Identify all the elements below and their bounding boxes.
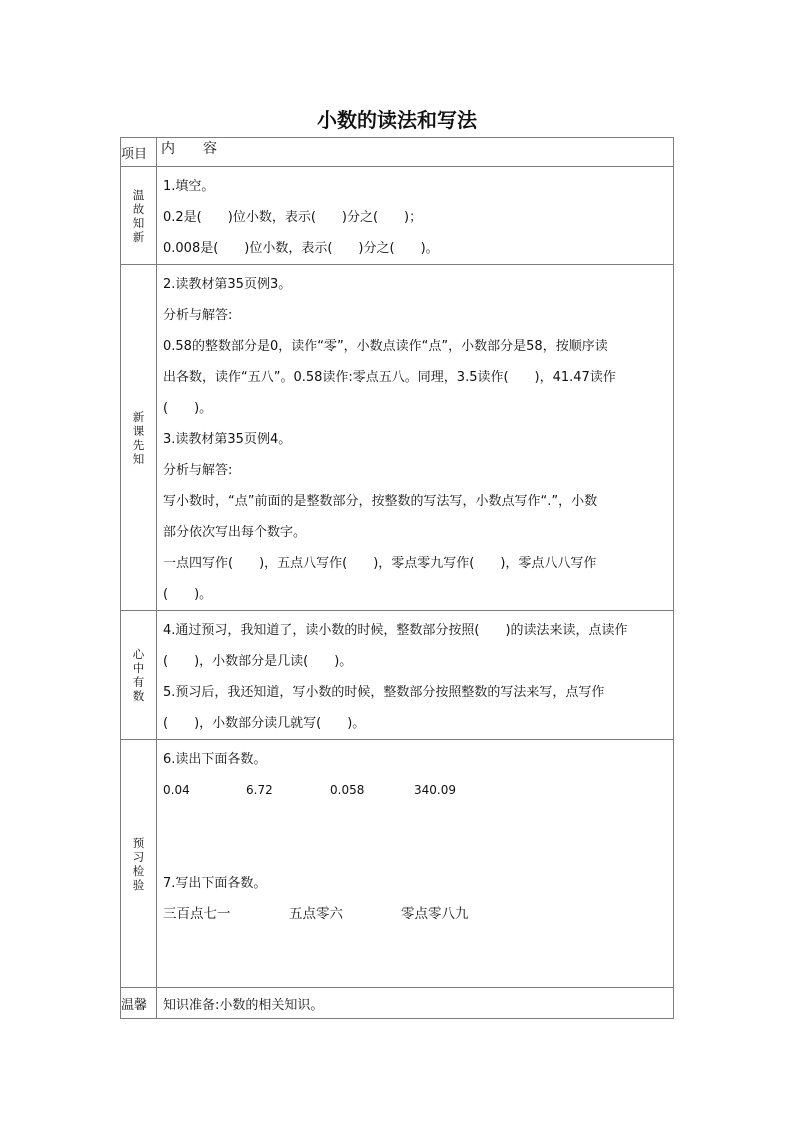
- section-tip: [121, 988, 674, 1019]
- section-summary: [121, 611, 674, 740]
- chinese-number-item: 零点零八九: [401, 906, 469, 922]
- text-line: 0.2是( )位小数，表示( )分之( )；: [163, 210, 423, 225]
- text-line: ( )，小数部分读几就写( )。: [163, 716, 366, 731]
- text-line: 0.58的整数部分是0，读作“零”，小数点读作“点”，小数部分是58，按顺序读: [163, 339, 608, 354]
- tip-text: 知识准备:小数的相关知识。: [163, 997, 324, 1013]
- read-numbers-list: [163, 775, 667, 806]
- write-numbers-list: [163, 899, 667, 930]
- text-line: 部分依次写出每个数字。: [163, 525, 307, 540]
- text-line: 0.008是( )位小数，表示( )分之( )。: [163, 241, 439, 256]
- chinese-number-item: 五点零六: [289, 906, 343, 922]
- worksheet-table: [120, 137, 674, 1019]
- header-row: [121, 138, 674, 167]
- question-7: 7.写出下面各数。: [163, 876, 267, 891]
- text-line: ( )。: [163, 401, 213, 416]
- question-6: 6.读出下面各数。: [163, 752, 267, 767]
- text-line: 出各数，读作“五八”。0.58读作:零点五八。同理，3.5读作( )，41.47读作: [163, 370, 616, 385]
- number-item: 340.09: [414, 783, 456, 797]
- text-line: 一点四写作( )，五点八写作( )，零点零九写作( )，零点八八写作: [163, 556, 597, 571]
- text-line: 5.预习后，我还知道，写小数的时候，整数部分按照整数的写法来写，点写作: [163, 685, 605, 700]
- text-line: ( )。: [163, 587, 213, 602]
- chinese-number-item: 三百点七一: [163, 906, 231, 922]
- section-content-review: [157, 167, 674, 265]
- section-label-summary: 心 中 有 数: [121, 611, 157, 740]
- section-label-review: 温 故 知 新: [121, 167, 157, 265]
- text-line: 分析与解答:: [163, 308, 233, 323]
- section-label-practice: 预 习 检 验: [121, 740, 157, 988]
- section-content-new-lesson: [157, 265, 674, 611]
- section-new-lesson: [121, 265, 674, 611]
- header-item: 项目: [121, 138, 157, 167]
- number-item: 6.72: [246, 783, 273, 797]
- text-line: 1.填空。: [163, 179, 215, 194]
- section-practice: [121, 740, 674, 988]
- section-content-tip: [157, 988, 674, 1019]
- section-label-tip: 温馨: [121, 988, 157, 1019]
- text-line: 3.读教材第35页例4。: [163, 432, 292, 447]
- header-content: 内 容: [157, 138, 674, 167]
- section-content-summary: [157, 611, 674, 740]
- text-line: 4.通过预习，我知道了，读小数的时候，整数部分按照( )的读法来读，点读作: [163, 623, 628, 638]
- text-line: ( )，小数部分是几读( )。: [163, 654, 353, 669]
- number-item: 0.04: [163, 783, 190, 797]
- section-label-new-lesson: 新 课 先 知: [121, 265, 157, 611]
- text-line: 分析与解答:: [163, 463, 233, 478]
- text-line: 写小数时，“点”前面的是整数部分，按整数的写法写，小数点写作“.”，小数: [163, 494, 598, 509]
- section-content-practice: [157, 740, 674, 988]
- section-review: [121, 167, 674, 265]
- number-item: 0.058: [330, 783, 365, 797]
- page-title: 小数的读法和写法: [317, 108, 477, 132]
- text-line: 2.读教材第35页例3。: [163, 277, 292, 292]
